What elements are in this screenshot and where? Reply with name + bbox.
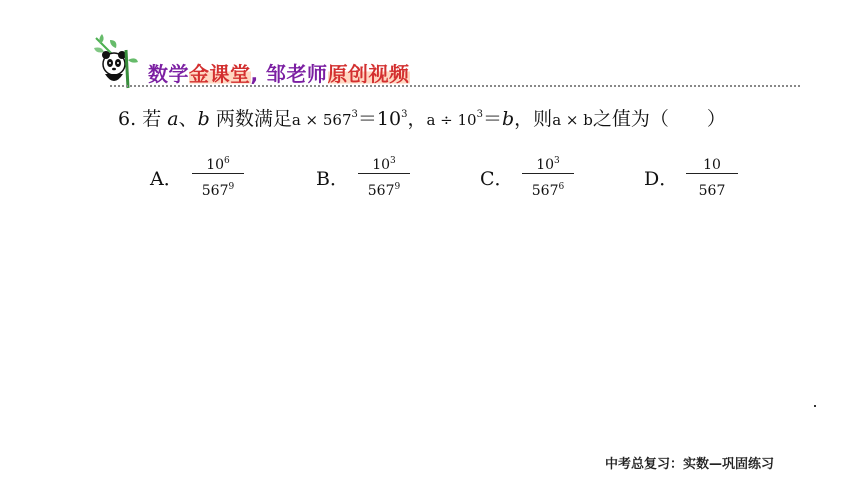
question-tail: 之值为（ ） — [592, 108, 726, 130]
option-a-fraction — [192, 150, 244, 198]
question-lead: 若 — [142, 108, 162, 130]
answer-options — [0, 150, 864, 210]
option-b-letter: B． — [316, 168, 349, 190]
option-c-numerator: $10^3$ — [536, 156, 560, 173]
separator: 、 — [178, 108, 198, 130]
header-divider — [110, 85, 800, 87]
question-number: 6. — [118, 108, 137, 130]
brand-part-4: 原创视频 — [327, 62, 410, 86]
var-b: b — [197, 108, 210, 130]
equation-1-exponent: 3 — [351, 109, 358, 120]
equation-1-left: a × 567 — [291, 111, 352, 129]
equation-1-exponent-2: 3 — [401, 109, 408, 120]
brand-part-2: 金课堂 — [189, 62, 251, 86]
fraction-bar — [358, 173, 410, 174]
option-d-denominator: 567 — [698, 183, 726, 199]
condition-text: 两数满足 — [215, 108, 292, 130]
option-b-numerator: $10^3$ — [372, 156, 396, 173]
option-a-denominator: $567^9$ — [201, 182, 235, 199]
option-d-letter: D． — [644, 168, 679, 190]
equation-2-b: b — [502, 108, 515, 130]
option-d-numerator: 10 — [703, 157, 721, 173]
var-a: a — [167, 108, 179, 130]
footer-label: 中考总复习：实数—巩固练习 — [604, 457, 774, 472]
fraction-bar — [686, 173, 738, 174]
comma: ， — [407, 108, 427, 130]
fraction-bar — [522, 173, 574, 174]
stray-dot — [814, 405, 816, 407]
option-d-fraction — [686, 150, 738, 198]
question-text — [118, 104, 726, 131]
equation-1-mid: ＝10 — [357, 108, 402, 130]
option-a-letter: A． — [150, 168, 183, 190]
option-c-letter: C． — [480, 168, 514, 190]
equation-2-left: a ÷ 10 — [426, 111, 477, 129]
header — [88, 30, 808, 90]
brand-title — [148, 58, 410, 87]
brand-part-1: 数学 — [148, 62, 189, 86]
option-b-denominator: $567^9$ — [367, 182, 401, 199]
comma-then: ，则 — [514, 108, 553, 130]
brand-part-3: , 邹老师 — [250, 62, 328, 86]
option-a-numerator: $10^6$ — [206, 156, 230, 173]
option-b-fraction — [358, 150, 410, 198]
equation-2-exponent: 3 — [476, 109, 483, 120]
option-c-fraction — [522, 150, 574, 198]
product-expression: a × b — [552, 111, 593, 129]
panda-bamboo-logo-icon — [88, 30, 148, 90]
option-c-denominator: $567^6$ — [531, 182, 565, 199]
fraction-bar — [192, 173, 244, 174]
equation-2-equals: ＝ — [482, 108, 502, 130]
